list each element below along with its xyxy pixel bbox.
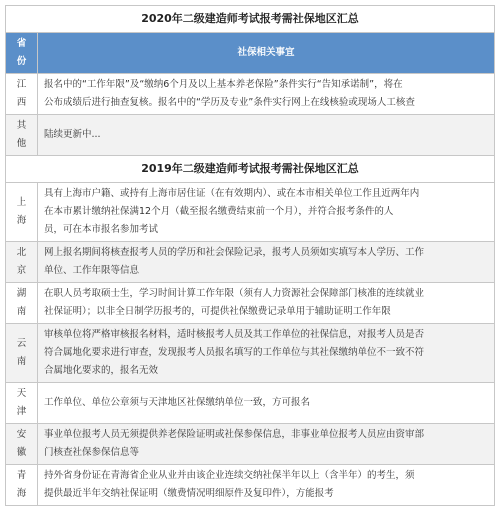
table-row bbox=[6, 115, 495, 156]
province-cell bbox=[6, 183, 38, 242]
province-char: 海 bbox=[16, 215, 27, 226]
desc-line: 公布成绩后进行抽查复核。报名中的“学历及专业”条件实行网上在线核验或现场人工核查 bbox=[44, 97, 415, 108]
province-cell bbox=[6, 242, 38, 283]
province-char: 青 bbox=[16, 470, 27, 481]
province-char: 上 bbox=[16, 197, 27, 208]
desc-cell bbox=[38, 465, 495, 506]
desc-line: 单位、工作年限等信息 bbox=[44, 265, 140, 276]
desc-line: 网上报名期间将核查报考人员的学历和社会保险记录，报考人员须如实填写本人学历、工作 bbox=[44, 247, 425, 258]
desc-line: 在本市累计缴纳社保满12个月（截至报名缴费结束前一个月），并符合报考条件的人 bbox=[44, 206, 394, 217]
desc-line: 社保证明）；以非全日制学历报考的，可提供社保缴费记录单用于辅助证明工作年限 bbox=[44, 306, 391, 317]
desc-line: 员，可在本市报名参加考试 bbox=[44, 224, 159, 235]
province-char: 江 bbox=[16, 79, 27, 90]
province-char: 安 bbox=[16, 429, 27, 440]
province-char: 云 bbox=[16, 338, 27, 349]
province-char: 西 bbox=[16, 97, 27, 108]
table-row bbox=[6, 74, 495, 115]
desc-line: 门核查社保参保信息等 bbox=[44, 447, 140, 458]
desc-line: 合属地化要求的，报名无效 bbox=[44, 365, 159, 376]
desc-cell bbox=[38, 242, 495, 283]
province-cell bbox=[6, 74, 38, 115]
province-cell bbox=[6, 283, 38, 324]
desc-line: 具有上海市户籍、或持有上海市居住证（在有效期内）、或在本市相关单位工作且近两年内 bbox=[44, 188, 420, 199]
province-char: 湖 bbox=[16, 288, 27, 299]
desc-line: 陆续更新中... bbox=[44, 129, 101, 140]
desc-cell bbox=[38, 424, 495, 465]
desc-line: 持外省身份证在青海省企业从业并由该企业连续交纳社保半年以上（含半年）的考生，须 bbox=[44, 470, 415, 481]
province-char: 南 bbox=[16, 306, 27, 317]
province-cell bbox=[6, 424, 38, 465]
desc-line: 事业单位报考人员无须提供养老保险证明或社保参保信息，非事业单位报考人员应由资审部 bbox=[44, 429, 425, 440]
table-row bbox=[6, 424, 495, 465]
table-row bbox=[6, 465, 495, 506]
desc-cell bbox=[38, 283, 495, 324]
desc-line: 提供最近半年交纳社保证明（缴费情况明细原件及复印件），方能报考 bbox=[44, 488, 334, 499]
table-row bbox=[6, 242, 495, 283]
province-header bbox=[6, 33, 38, 74]
province-char: 津 bbox=[16, 406, 27, 417]
table-row bbox=[6, 324, 495, 383]
province-char: 徽 bbox=[16, 447, 27, 458]
province-char: 海 bbox=[16, 488, 27, 499]
province-cell bbox=[6, 324, 38, 383]
desc-line: 报名中的“工作年限”及“缴纳6个月及以上基本养老保险”条件实行“告知承诺制”，将在 bbox=[44, 79, 403, 90]
province-char: 份 bbox=[16, 56, 27, 67]
desc-cell bbox=[38, 383, 495, 424]
desc-cell bbox=[38, 183, 495, 242]
province-char: 京 bbox=[16, 265, 27, 276]
desc-line: 符合属地化要求进行审查，发现报考人员报名填写的工作单位与其社保缴纳单位不一致不符 bbox=[44, 347, 425, 358]
province-char: 天 bbox=[16, 388, 27, 399]
desc-cell bbox=[38, 74, 495, 115]
province-cell bbox=[6, 465, 38, 506]
province-char: 其 bbox=[16, 120, 27, 131]
desc-cell bbox=[38, 115, 495, 156]
table-row bbox=[6, 183, 495, 242]
policy-table bbox=[5, 5, 495, 506]
section-title-row bbox=[6, 156, 495, 183]
table-row bbox=[6, 383, 495, 424]
province-cell bbox=[6, 115, 38, 156]
province-char: 省 bbox=[16, 38, 27, 49]
desc-cell bbox=[38, 324, 495, 383]
section-title: 2019年二级建造师考试报考需社保地区汇总 bbox=[6, 156, 495, 183]
desc-line: 在职人员考取硕士生，学习时间计算工作年限（须有人力资源社会保障部门核准的连续就业 bbox=[44, 288, 425, 299]
province-char: 他 bbox=[16, 138, 27, 149]
desc-line: 审核单位将严格审核报名材料，适时核报考人员及其工作单位的社保信息，对报考人员是否 bbox=[44, 329, 425, 340]
table-row bbox=[6, 283, 495, 324]
section-title: 2020年二级建造师考试报考需社保地区汇总 bbox=[6, 6, 495, 33]
desc-line: 工作单位、单位公章须与天津地区社保缴纳单位一致，方可报名 bbox=[44, 397, 311, 408]
desc-line: 社保相关事宜 bbox=[237, 47, 295, 58]
table-body bbox=[6, 6, 495, 506]
province-char: 南 bbox=[16, 356, 27, 367]
section-title-row bbox=[6, 6, 495, 33]
province-cell bbox=[6, 383, 38, 424]
desc-header bbox=[38, 33, 495, 74]
header-row bbox=[6, 33, 495, 74]
province-char: 北 bbox=[16, 247, 27, 258]
